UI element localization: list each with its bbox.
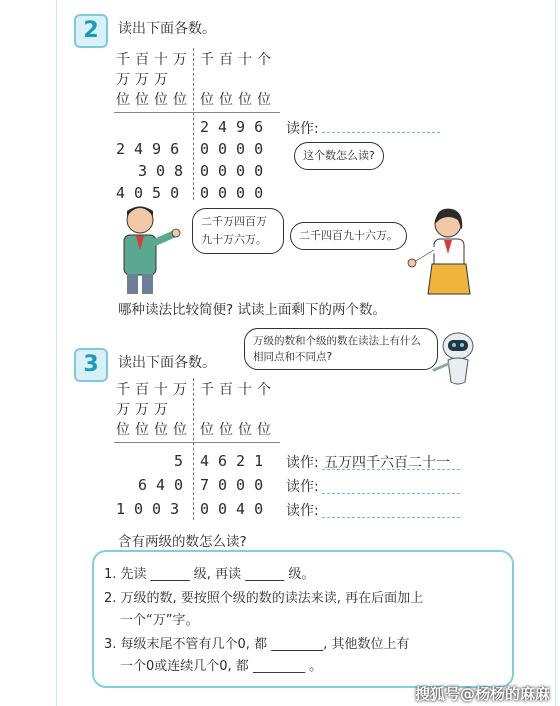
place-header-right-3: 位位位位 bbox=[200, 92, 276, 108]
number-row-right: 4621 bbox=[200, 452, 273, 470]
place-header-left-3: 位位位位 bbox=[116, 92, 192, 108]
girl-speech-bubble: 二千四百九十六万。 bbox=[290, 222, 407, 250]
robot-speech-bubble: 万级的数和个级的数在读法上有什么相同点和不同点? bbox=[244, 328, 438, 370]
place-header-right-1: 千百十个 bbox=[200, 52, 276, 68]
girl-illustration bbox=[406, 204, 476, 298]
number-row-right: 0000 bbox=[200, 162, 273, 180]
place-header-left-3: 位位位位 bbox=[116, 422, 192, 438]
section-2-badge: 2 bbox=[74, 14, 108, 48]
read-label: 读作: bbox=[286, 503, 319, 519]
place-header-left-2: 万万万 bbox=[116, 72, 173, 88]
read-label: 读作: bbox=[286, 455, 319, 471]
place-header-left-2: 万万万 bbox=[116, 402, 173, 418]
watermark: 搜狐号@杨杨的麻麻 bbox=[414, 685, 550, 703]
number-row-right: 0040 bbox=[200, 500, 273, 518]
header-underline-3 bbox=[114, 442, 280, 443]
number-row-left: 1003 bbox=[116, 500, 189, 518]
robot-illustration bbox=[428, 330, 484, 386]
answer-line[interactable] bbox=[322, 517, 460, 518]
answer-line[interactable] bbox=[322, 493, 460, 494]
number-row-right: 2496 bbox=[200, 118, 273, 136]
answer-line[interactable] bbox=[322, 469, 460, 470]
section-3-badge: 3 bbox=[74, 348, 108, 382]
read-label: 读作: bbox=[286, 121, 319, 137]
number-row-left: 640 bbox=[138, 476, 193, 494]
place-header-right-1: 千百十个 bbox=[200, 382, 276, 398]
number-row-right: 0000 bbox=[200, 140, 273, 158]
level-divider-2 bbox=[193, 48, 194, 200]
number-row-right: 7000 bbox=[200, 476, 273, 494]
section-3-question: 含有两级的数怎么读? bbox=[118, 534, 247, 550]
header-underline-2 bbox=[114, 112, 280, 113]
number-row-left: 4050 bbox=[116, 184, 189, 202]
question-bubble: 这个数怎么读? bbox=[294, 142, 384, 170]
place-header-left-1: 千百十万 bbox=[116, 52, 192, 68]
read-label: 读作: bbox=[286, 479, 319, 495]
rule-2-cont: 一个“万”字。 bbox=[120, 613, 199, 628]
place-header-right-3: 位位位位 bbox=[200, 422, 276, 438]
number-row-left: 5 bbox=[174, 452, 193, 470]
number-row-left: 308 bbox=[138, 162, 193, 180]
answer-line[interactable] bbox=[322, 132, 440, 133]
number-row-right: 0000 bbox=[200, 184, 273, 202]
boy-illustration bbox=[110, 200, 182, 296]
place-header-left-1: 千百十万 bbox=[116, 382, 192, 398]
number-row-left: 2496 bbox=[116, 140, 189, 158]
level-divider-3 bbox=[193, 378, 194, 520]
section-2-title: 读出下面各数。 bbox=[118, 21, 216, 37]
rule-3-cont: 一个0或连续几个0, 都 ________ 。 bbox=[120, 659, 323, 674]
rule-3: 3. 每级末尾不管有几个0, 都 ________, 其他数位上有 bbox=[104, 637, 410, 652]
section-2-question: 哪种读法比较简便? 试读上面剩下的两个数。 bbox=[118, 302, 386, 318]
boy-speech-bubble: 二千万四百万九十万六万。 bbox=[192, 208, 284, 254]
rule-1: 1. 先读 ______ 级, 再读 ______ 级。 bbox=[104, 567, 315, 582]
rule-2: 2. 万级的数, 要按照个级的数的读法来读, 再在后面加上 bbox=[104, 591, 424, 606]
section-3-title: 读出下面各数。 bbox=[118, 355, 216, 371]
rules-box bbox=[92, 550, 514, 688]
read-answer: 五万四千六百二十一 bbox=[324, 455, 450, 471]
